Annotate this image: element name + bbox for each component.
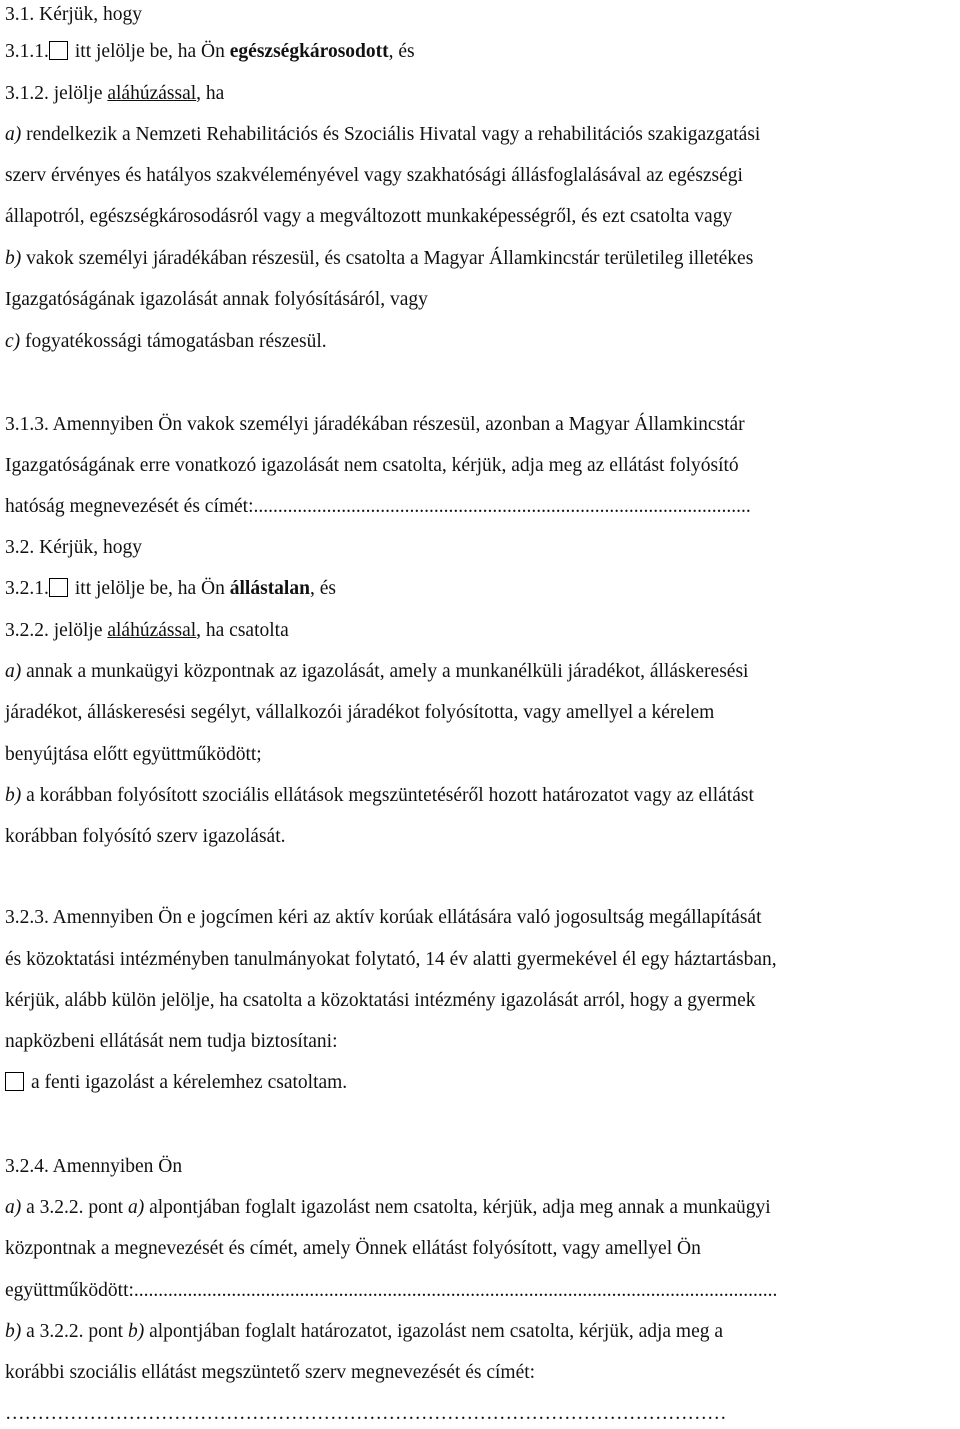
option-text: korábbi szociális ellátást megszüntető szerv megnevezését és címét: (5, 1362, 536, 1383)
option-b-line2 (5, 285, 960, 315)
option-a-line2 (5, 698, 960, 728)
option-a-line1 (5, 120, 960, 150)
option-a-line2 (5, 161, 960, 191)
option-reference: a) (127, 1197, 145, 1218)
option-text: állapotról, egészségkárosodásról vagy a megváltozott munkaképességről, és ezt csatolta vagy (5, 206, 733, 227)
section-3-2-4-heading (5, 1152, 960, 1182)
option-text: alpontjában foglalt igazolást nem csatolta, kérjük, adja meg annak a munkaügyi (144, 1197, 771, 1218)
checkbox-egeszsegkarosodott[interactable] (49, 41, 68, 60)
fill-in-field-munkaugyi-kozpont[interactable]: együttműködött:.................................................................................................................................... (5, 1280, 778, 1301)
option-a-line1 (5, 657, 960, 687)
option-a-line3 (5, 740, 960, 770)
section-3-1-heading (5, 0, 960, 30)
option-text: központnak a megnevezését és címét, amely Önnek ellátást folyósított, vagy amellyel Ön (5, 1238, 701, 1259)
option-label: a) (5, 1197, 22, 1218)
item-3-2-1 (5, 574, 960, 604)
item-3-2-3-line3 (5, 986, 960, 1016)
option-a-line3 (5, 1276, 960, 1306)
heading-text: 3.2.4. Amennyiben Ön (5, 1156, 183, 1177)
paragraph-text: 3.1.3. Amennyiben Ön vakok személyi járadékában részesül, azonban a Magyar Államkincstár (5, 414, 745, 435)
item-3-2-3-line1 (5, 903, 960, 933)
option-text: korábban folyósító szerv igazolását. (5, 826, 286, 847)
checkbox-igazolas-csatolva[interactable] (5, 1072, 24, 1091)
option-text: fogyatékossági támogatásban részesül. (20, 331, 327, 352)
option-text: rendelkezik a Nemzeti Rehabilitációs és Szociális Hivatal vagy a rehabilitációs szakigazgatási (21, 124, 761, 145)
option-text: a korábban folyósított szociális ellátások megszüntetéséről hozott határozatot vagy az ellátást (21, 785, 754, 806)
paragraph-text: Igazgatóságának erre vonatkozó igazolását nem csatolta, kérjük, adja meg az ellátást folyósító (5, 455, 739, 476)
option-text: a 3.2.2. pont (21, 1197, 128, 1218)
item-text: itt jelölje be, ha Ön (74, 41, 230, 62)
item-text-end: , és (388, 41, 415, 62)
item-3-1-3-line3 (5, 492, 960, 522)
item-number: 3.2.1. (5, 578, 49, 599)
option-label: b) (5, 248, 22, 269)
item-text-end: , ha csatolta (196, 620, 289, 641)
option-label: a) (5, 661, 22, 682)
section-3-2-heading (5, 533, 960, 563)
option-c-line1 (5, 327, 960, 357)
option-label: b) (5, 1321, 22, 1342)
option-reference: b) (127, 1321, 145, 1342)
item-3-1-1 (5, 37, 960, 67)
checkbox-label: a fenti igazolást a kérelemhez csatoltam. (31, 1072, 348, 1093)
option-text: a 3.2.2. pont (21, 1321, 128, 1342)
igazolas-csatolva-row (5, 1068, 960, 1098)
item-3-2-3-line2 (5, 945, 960, 975)
heading-text: 3.1. Kérjük, hogy (5, 4, 143, 25)
item-text-end: , ha (196, 83, 225, 104)
item-3-1-3-line2 (5, 451, 960, 481)
option-text: benyújtása előtt együttműködött; (5, 744, 262, 765)
option-label: b) (5, 785, 22, 806)
fill-in-field-megszunteto-szerv[interactable]: ………………………………………………………………………………………………… (5, 1403, 727, 1424)
item-3-2-3-line4 (5, 1027, 960, 1057)
option-b-line2 (5, 822, 960, 852)
option-b-line3 (5, 1399, 960, 1429)
item-text-end: , és (309, 578, 336, 599)
option-b-line2 (5, 1358, 960, 1388)
option-text: annak a munkaügyi központnak az igazolását, amely a munkanélküli járadékot, álláskeresési (21, 661, 749, 682)
paragraph-text: és közoktatási intézményben tanulmányokat folytató, 14 év alatti gyermekével él egy háztartásban, (5, 949, 777, 970)
item-number: 3.2.2. jelölje (5, 620, 108, 641)
item-bold-text: egészségkárosodott (229, 41, 389, 62)
paragraph-text: napközbeni ellátását nem tudja biztosítani: (5, 1031, 338, 1052)
item-text: itt jelölje be, ha Ön (74, 578, 230, 599)
underlined-text: aláhúzással (107, 620, 197, 641)
option-label: a) (5, 124, 22, 145)
paragraph-text: 3.2.3. Amennyiben Ön e jogcímen kéri az aktív korúak ellátására való jogosultság megállapítását (5, 907, 762, 928)
option-text: alpontjában foglalt határozatot, igazolást nem csatolta, kérjük, adja meg a (144, 1321, 724, 1342)
item-3-1-2 (5, 79, 960, 109)
fill-in-field-hatosag[interactable]: hatóság megnevezését és címét:...................................................................................................... (5, 496, 751, 517)
heading-text: 3.2. Kérjük, hogy (5, 537, 143, 558)
option-b-line1 (5, 1317, 960, 1347)
item-bold-text: állástalan (229, 578, 310, 599)
option-a-line3 (5, 202, 960, 232)
item-number: 3.1.2. jelölje (5, 83, 108, 104)
item-number: 3.1.1. (5, 41, 49, 62)
underlined-text: aláhúzással (107, 83, 197, 104)
option-text: járadékot, álláskeresési segélyt, vállalkozói járadékot folyósította, vagy amellyel a kérelem (5, 702, 715, 723)
option-label: c) (5, 331, 21, 352)
option-b-line1 (5, 781, 960, 811)
option-b-line1 (5, 244, 960, 274)
option-text: Igazgatóságának igazolását annak folyósításáról, vagy (5, 289, 428, 310)
option-text: szerv érvényes és hatályos szakvéleményével vagy szakhatósági állásfoglalásával az egészségi (5, 165, 743, 186)
option-text: vakok személyi járadékában részesül, és csatolta a Magyar Államkincstár területileg illetékes (21, 248, 754, 269)
checkbox-allastalan[interactable] (49, 578, 68, 597)
item-3-2-2 (5, 616, 960, 646)
option-a-line2 (5, 1234, 960, 1264)
paragraph-text: kérjük, alább külön jelölje, ha csatolta a közoktatási intézmény igazolását arról, hogy a gyermek (5, 990, 756, 1011)
item-3-1-3-line1 (5, 410, 960, 440)
option-a-line1 (5, 1193, 960, 1223)
